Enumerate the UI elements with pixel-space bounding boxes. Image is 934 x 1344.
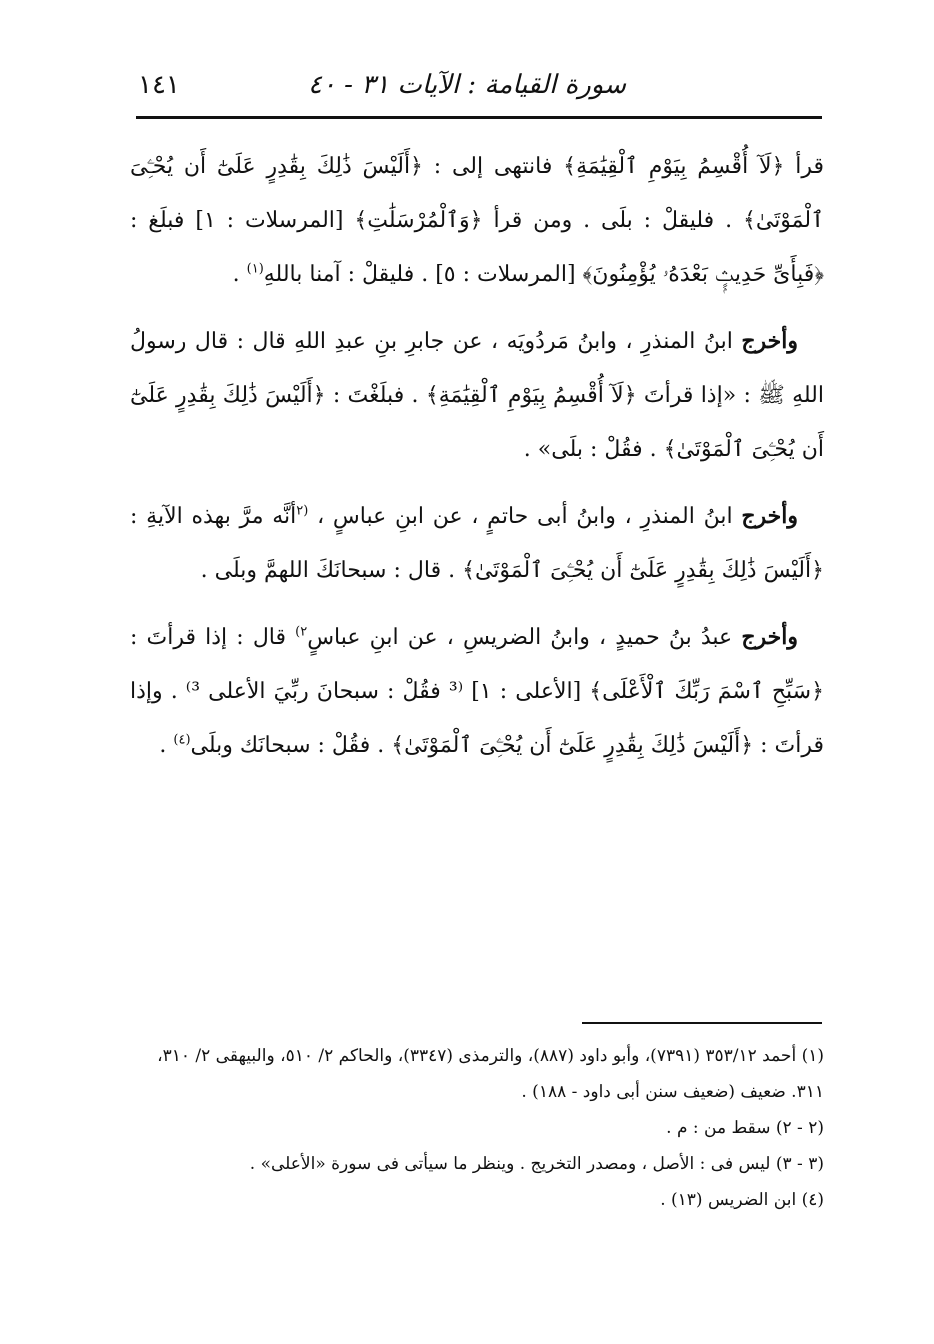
paragraph-tail: . — [232, 262, 247, 287]
paragraph-lead: وأخرج — [741, 503, 798, 529]
running-title: سورة القيامة : الآيات ٣١ - ٤٠ — [307, 70, 626, 100]
footnote-3: (٣ - ٣) ليس فى : الأصل ، ومصدر التخريج . وينظر ما سيأتى فى سورة «الأعلى» . — [249, 1154, 824, 1174]
paragraph-tail: أنَّه مرَّ بهذه الآيةِ : ﴿أَلَيْسَ ذَٰلِكَ بِقَٰدِرٍ عَلَىٰٓ أَن يُحْـِۧىَ ٱلْمَوْتَىٰ﴾ . قال : سبحانَكَ اللهمَّ وبلَى . — [130, 504, 824, 583]
footnote-2: (٢ - ٢) سقط من : م . — [666, 1118, 824, 1138]
page-number: ١٤١ — [138, 70, 180, 100]
footnote-marker: ٢) — [295, 624, 308, 640]
paragraph-lead: وأخرج — [741, 624, 798, 650]
paragraph-tail: . — [159, 733, 174, 758]
footnote-marker: (١) — [246, 261, 264, 277]
footnotes — [130, 1038, 824, 1218]
header-rule — [136, 116, 822, 119]
paragraph-3 — [130, 489, 824, 598]
footnote-marker: (٢ — [296, 503, 309, 519]
paragraph-text: ابنُ المنذرِ ، وابنُ مَردُويَه ، عن جابرِ بنِ عبدِ اللهِ قال : قال رسولُ اللهِ ﷺ : «إذا قرأتَ ﴿لَآ أُقْسِمُ بِيَوْمِ ٱلْقِيَٰمَةِ﴾ . فبلَغْتَ : ﴿أَلَيْسَ ذَٰلِكَ بِقَٰدِرٍ عَلَىٰٓ أَن يُحْـِۧىَ ٱلْمَوْتَىٰ﴾ . فقُلْ : بلَى» . — [130, 329, 824, 462]
footnote-rule — [582, 1022, 822, 1024]
footnote-1: (١) أحمد ٣٥٣/١٢ (٧٣٩١)، وأبو داود (٨٨٧)، والترمذى (٣٣٤٧)، والحاكم ٢/ ٥١٠، والبيهقى ٢/ ٣١٠، ٣١١. ضعيف (ضعيف سنن أبى داود - ١٨٨) . — [157, 1046, 824, 1102]
main-text — [130, 140, 824, 785]
page-header — [136, 62, 822, 112]
paragraph-tail: قال : إذا قرأتَ : ﴿سَبِّحِ ٱسْمَ رَبِّكَ ٱلْأَعْلَى﴾ [الأعلى : ١] ⁽³ فقُلْ : سبحانَ ربِّيَ الأعلى ³⁾ . وإذا قرأتَ : ﴿أَلَيْسَ ذَٰلِكَ بِقَٰدِرٍ عَلَىٰٓ أَن يُحْـِۧىَ ٱلْمَوْتَىٰ﴾ . فقُلْ : سبحانَك وبلَى — [130, 625, 825, 758]
paragraph-1 — [130, 140, 824, 302]
paragraph-text: ابنُ المنذرِ ، وابنُ أبى حاتمٍ ، عن ابنِ عباسٍ ، — [317, 504, 742, 529]
paragraph-2 — [130, 314, 824, 477]
footnote-marker: (٤) — [173, 732, 191, 748]
footnote-4: (٤) ابن الضريس (١٣) . — [660, 1190, 824, 1210]
paragraph-4 — [130, 610, 824, 773]
paragraph-text: عبدُ بنُ حميدٍ ، وابنُ الضريسِ ، عن ابنِ عباسٍ — [307, 625, 742, 650]
paragraph-lead: وأخرج — [741, 328, 798, 354]
paragraph-text: قرأ ﴿لَآ أُقْسِمُ بِيَوْمِ ٱلْقِيَٰمَةِ﴾ فانتهى إلى : ﴿أَلَيْسَ ذَٰلِكَ بِقَٰدِرٍ عَلَىٰٓ أَن يُحْـِۧىَ ٱلْمَوْتَىٰ﴾ . فليقلْ : بلَى . ومن قرأ ﴿وَٱلْمُرْسَلَٰتِ﴾ [المرسلات : ١] فبلَغ : ﴿فَبِأَىِّ حَدِيثٍۭ بَعْدَهُۥ يُؤْمِنُونَ﴾ [المرسلات : ٥] . فليقلْ : آمنا باللهِ — [130, 154, 824, 287]
